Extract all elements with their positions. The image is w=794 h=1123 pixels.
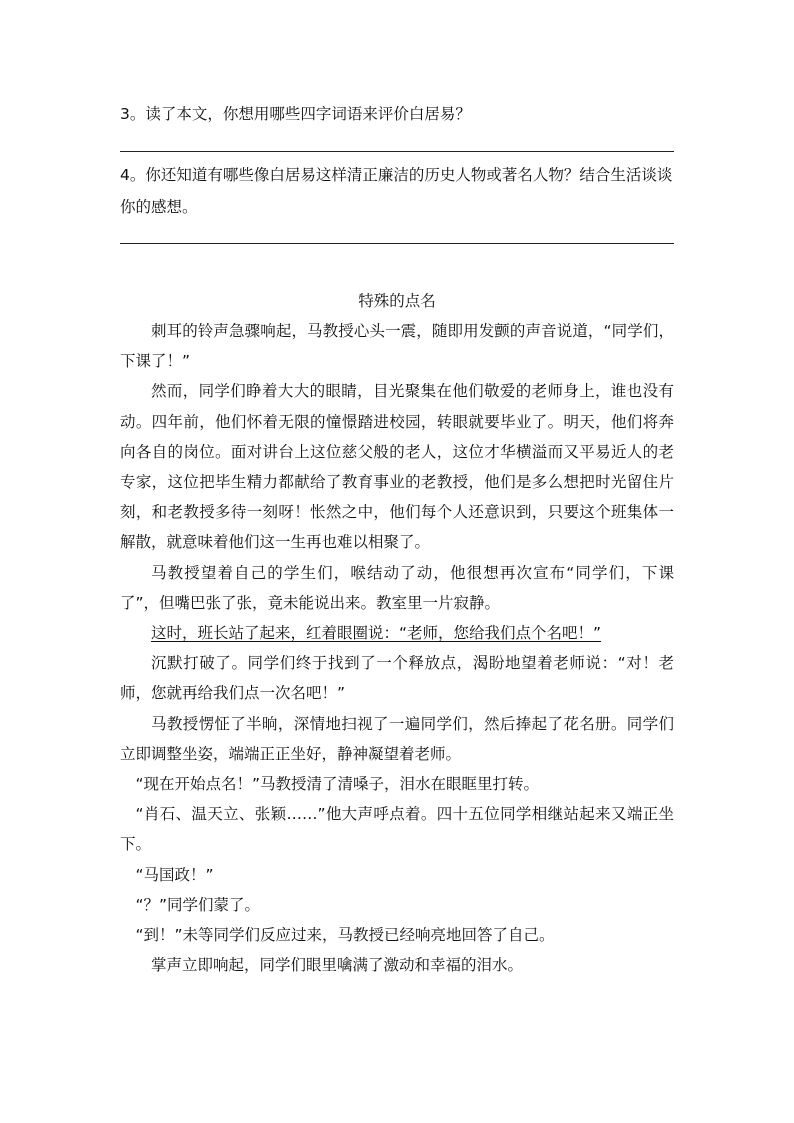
answer-line-q4[interactable] [120,243,674,244]
story-paragraph-12: 掌声立即响起，同学们眼里噙满了激动和幸福的泪水。 [151,956,524,975]
story-paragraph-4 [120,618,674,648]
story-paragraph-8: “肖石、温天立、张颖……”他大声呼点着。四十五位同学相继站起来又端正坐下。 [120,805,674,854]
story-paragraph-6: 马教授愣怔了半晌，深情地扫视了一遍同学们，然后捧起了花名册。同学们立即调整坐姿，端端正正坐好，静神凝望着老师。 [120,714,674,763]
story-paragraph-3: 马教授望着自己的学生们，喉结动了动，他很想再次宣布“同学们，下课了”，但嘴巴张了张，竟未能说出来。教室里一片寂静。 [120,563,674,612]
question-4: 4。你还知道有哪些像白居易这样清正廉洁的历史人物或著名人物？结合生活谈谈你的感想。 [120,166,673,216]
story-paragraph-11: “到！”未等同学们反应过来，马教授已经响亮地回答了自己。 [135,926,555,945]
story-paragraph-1: 刺耳的铃声急骤响起，马教授心头一震，随即用发颤的声音说道，“同学们，下课了！” [120,322,674,371]
story-title: 特殊的点名 [358,292,436,310]
story-paragraph-10: “？”同学们蒙了。 [135,895,261,914]
document-page [120,98,674,980]
story-paragraph-5: 沉默打破了。同学们终于找到了一个释放点，渴盼地望着老师说：“对！老师，您就再给我们点一次名吧！” [120,654,674,703]
story-paragraph-7: “现在开始点名！”马教授清了清嗓子，泪水在眼眶里打转。 [135,775,540,794]
story-paragraph-2: 然而，同学们睁着大大的眼睛，目光聚集在他们敬爱的老师身上，谁也没有动。四年前，他们怀着无限的憧憬踏进校园，转眼就要毕业了。明天，他们将奔向各自的岗位。面对讲台上这位慈父般的老人，这位才华横溢而又平易近人的老专家，这位把毕生精力都献给了教育事业的老教授，他们是多么想把时光留住片刻，和老教授多待一刻呀！怅然之中，他们每个人还意识到，只要这个班集体一解散，就意味着他们这一生再也难以相聚了。 [120,382,674,552]
question-3: 3。读了本文，你想用哪些四字词语来评价白居易？ [120,105,471,123]
story-paragraph-9: “马国政！” [135,865,214,884]
answer-line-q3[interactable] [120,151,674,152]
underlined-sentence: 这时，班长站了起来，红着眼圈说：“老师，您给我们点个名吧！” [151,624,602,643]
